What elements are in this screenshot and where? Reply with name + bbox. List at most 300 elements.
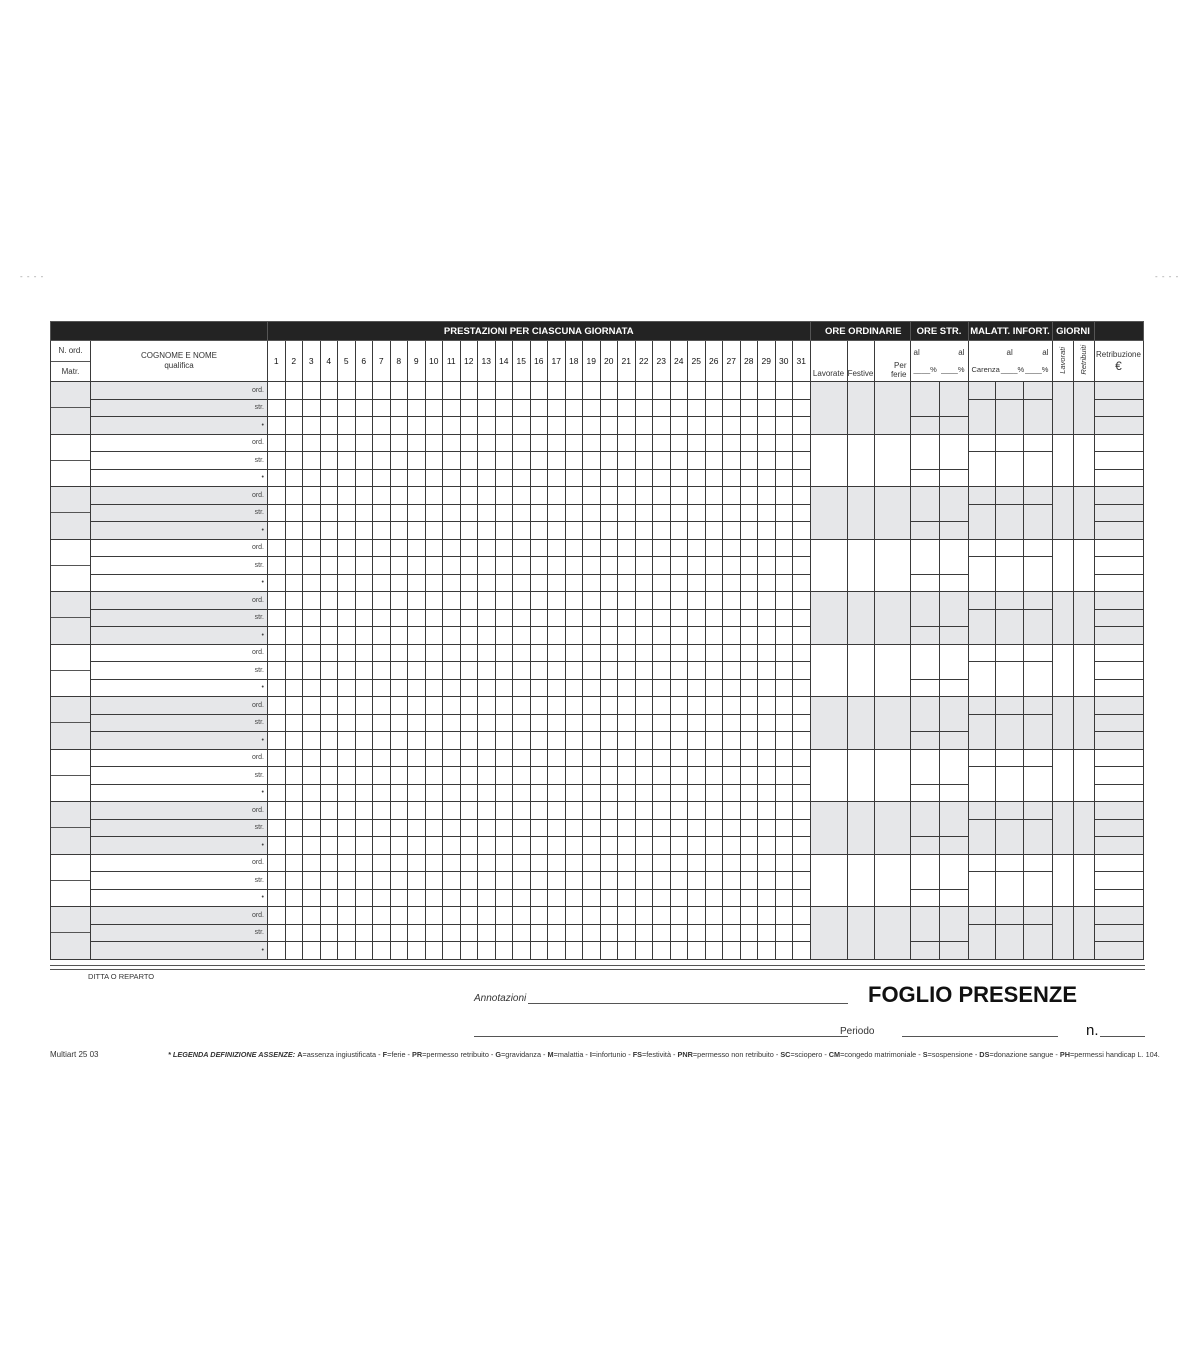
day-cell[interactable] xyxy=(758,469,776,487)
day-cell[interactable] xyxy=(600,889,618,907)
day-cell[interactable] xyxy=(775,889,793,907)
day-cell[interactable] xyxy=(355,452,373,470)
day-cell[interactable] xyxy=(565,697,583,715)
ore-str-cell-2[interactable] xyxy=(939,382,968,417)
day-cell[interactable] xyxy=(530,749,548,767)
day-cell[interactable] xyxy=(775,679,793,697)
day-cell[interactable] xyxy=(758,802,776,820)
day-cell[interactable] xyxy=(723,574,741,592)
day-cell[interactable] xyxy=(320,767,338,785)
day-cell[interactable] xyxy=(705,819,723,837)
malatt-cell-1[interactable] xyxy=(968,749,995,767)
malatt-cell-1[interactable] xyxy=(968,697,995,715)
day-cell[interactable] xyxy=(618,487,636,505)
day-cell[interactable] xyxy=(268,732,286,750)
day-cell[interactable] xyxy=(495,487,513,505)
day-cell[interactable] xyxy=(565,942,583,960)
day-cell[interactable] xyxy=(513,522,531,540)
day-cell[interactable] xyxy=(583,679,601,697)
day-cell[interactable] xyxy=(723,802,741,820)
nord-cell[interactable] xyxy=(51,802,90,828)
day-cell[interactable] xyxy=(600,609,618,627)
day-cell[interactable] xyxy=(548,662,566,680)
day-cell[interactable] xyxy=(320,872,338,890)
day-cell[interactable] xyxy=(513,749,531,767)
day-cell[interactable] xyxy=(320,802,338,820)
day-cell[interactable] xyxy=(688,557,706,575)
day-cell[interactable] xyxy=(443,837,461,855)
day-cell[interactable] xyxy=(635,942,653,960)
ferie-cell[interactable] xyxy=(874,644,910,697)
day-cell[interactable] xyxy=(758,907,776,925)
day-cell[interactable] xyxy=(600,714,618,732)
day-cell[interactable] xyxy=(355,609,373,627)
day-cell[interactable] xyxy=(355,714,373,732)
day-cell[interactable] xyxy=(688,609,706,627)
day-cell[interactable] xyxy=(443,592,461,610)
ore-str-cell-2[interactable] xyxy=(939,679,968,697)
retribuiti-cell[interactable] xyxy=(1073,539,1094,592)
day-cell[interactable] xyxy=(338,679,356,697)
day-cell[interactable] xyxy=(285,767,303,785)
retribuzione-cell[interactable] xyxy=(1094,819,1143,837)
day-cell[interactable] xyxy=(478,469,496,487)
day-cell[interactable] xyxy=(670,504,688,522)
day-cell[interactable] xyxy=(653,837,671,855)
day-cell[interactable] xyxy=(688,802,706,820)
retribuzione-cell[interactable] xyxy=(1094,889,1143,907)
day-cell[interactable] xyxy=(740,504,758,522)
day-cell[interactable] xyxy=(355,382,373,400)
day-cell[interactable] xyxy=(600,592,618,610)
day-cell[interactable] xyxy=(758,557,776,575)
day-cell[interactable] xyxy=(285,644,303,662)
day-cell[interactable] xyxy=(495,872,513,890)
day-cell[interactable] xyxy=(635,417,653,435)
day-cell[interactable] xyxy=(618,557,636,575)
day-cell[interactable] xyxy=(635,609,653,627)
day-cell[interactable] xyxy=(530,679,548,697)
malatt-cell-1[interactable] xyxy=(968,819,995,854)
malatt-cell-2[interactable] xyxy=(995,382,1023,400)
day-cell[interactable] xyxy=(373,382,391,400)
day-cell[interactable] xyxy=(338,854,356,872)
day-cell[interactable] xyxy=(268,907,286,925)
day-cell[interactable] xyxy=(600,819,618,837)
day-cell[interactable] xyxy=(443,627,461,645)
day-cell[interactable] xyxy=(688,592,706,610)
day-cell[interactable] xyxy=(635,557,653,575)
day-cell[interactable] xyxy=(653,889,671,907)
day-cell[interactable] xyxy=(670,942,688,960)
ore-str-cell-1[interactable] xyxy=(910,697,939,732)
day-cell[interactable] xyxy=(530,714,548,732)
day-cell[interactable] xyxy=(723,907,741,925)
lavorati-cell[interactable] xyxy=(1052,697,1073,750)
day-cell[interactable] xyxy=(478,819,496,837)
day-cell[interactable] xyxy=(443,784,461,802)
day-cell[interactable] xyxy=(425,644,443,662)
matr-cell[interactable] xyxy=(51,671,90,696)
day-cell[interactable] xyxy=(285,487,303,505)
day-cell[interactable] xyxy=(618,574,636,592)
day-cell[interactable] xyxy=(758,627,776,645)
day-cell[interactable] xyxy=(635,697,653,715)
day-cell[interactable] xyxy=(285,784,303,802)
day-cell[interactable] xyxy=(268,539,286,557)
malatt-cell-1[interactable] xyxy=(968,907,995,925)
day-cell[interactable] xyxy=(425,627,443,645)
day-cell[interactable] xyxy=(723,749,741,767)
day-cell[interactable] xyxy=(618,592,636,610)
ferie-cell[interactable] xyxy=(874,592,910,645)
day-cell[interactable] xyxy=(320,749,338,767)
day-cell[interactable] xyxy=(460,557,478,575)
malatt-cell-1[interactable] xyxy=(968,399,995,434)
day-cell[interactable] xyxy=(390,907,408,925)
lavorate-cell[interactable] xyxy=(810,382,847,435)
malatt-cell-1[interactable] xyxy=(968,434,995,452)
day-cell[interactable] xyxy=(635,732,653,750)
day-cell[interactable] xyxy=(653,854,671,872)
malatt-cell-3[interactable] xyxy=(1023,854,1052,872)
ore-str-cell-2[interactable] xyxy=(939,644,968,679)
day-cell[interactable] xyxy=(495,749,513,767)
malatt-cell-3[interactable] xyxy=(1023,592,1052,610)
day-cell[interactable] xyxy=(548,732,566,750)
day-cell[interactable] xyxy=(460,522,478,540)
day-cell[interactable] xyxy=(530,697,548,715)
day-cell[interactable] xyxy=(408,469,426,487)
day-cell[interactable] xyxy=(758,854,776,872)
day-cell[interactable] xyxy=(565,557,583,575)
day-cell[interactable] xyxy=(723,819,741,837)
lavorati-cell[interactable] xyxy=(1052,539,1073,592)
day-cell[interactable] xyxy=(425,819,443,837)
day-cell[interactable] xyxy=(653,504,671,522)
malatt-cell-2[interactable] xyxy=(995,539,1023,557)
day-cell[interactable] xyxy=(618,644,636,662)
day-cell[interactable] xyxy=(670,749,688,767)
day-cell[interactable] xyxy=(408,504,426,522)
ferie-cell[interactable] xyxy=(874,487,910,540)
day-cell[interactable] xyxy=(653,749,671,767)
day-cell[interactable] xyxy=(373,609,391,627)
day-cell[interactable] xyxy=(390,609,408,627)
day-cell[interactable] xyxy=(548,592,566,610)
day-cell[interactable] xyxy=(793,907,811,925)
day-cell[interactable] xyxy=(303,767,321,785)
day-cell[interactable] xyxy=(548,557,566,575)
day-cell[interactable] xyxy=(285,609,303,627)
day-cell[interactable] xyxy=(793,382,811,400)
day-cell[interactable] xyxy=(653,609,671,627)
day-cell[interactable] xyxy=(775,714,793,732)
day-cell[interactable] xyxy=(775,469,793,487)
ore-str-cell-2[interactable] xyxy=(939,802,968,837)
day-cell[interactable] xyxy=(495,592,513,610)
day-cell[interactable] xyxy=(373,749,391,767)
day-cell[interactable] xyxy=(303,644,321,662)
matr-cell[interactable] xyxy=(51,618,90,643)
day-cell[interactable] xyxy=(460,697,478,715)
day-cell[interactable] xyxy=(285,434,303,452)
day-cell[interactable] xyxy=(688,767,706,785)
day-cell[interactable] xyxy=(460,539,478,557)
day-cell[interactable] xyxy=(390,714,408,732)
day-cell[interactable] xyxy=(373,522,391,540)
day-cell[interactable] xyxy=(705,434,723,452)
day-cell[interactable] xyxy=(390,434,408,452)
matr-cell[interactable] xyxy=(51,881,90,906)
day-cell[interactable] xyxy=(320,784,338,802)
festive-cell[interactable] xyxy=(847,487,874,540)
day-cell[interactable] xyxy=(635,399,653,417)
day-cell[interactable] xyxy=(758,382,776,400)
day-cell[interactable] xyxy=(548,399,566,417)
day-cell[interactable] xyxy=(723,469,741,487)
day-cell[interactable] xyxy=(600,574,618,592)
day-cell[interactable] xyxy=(670,714,688,732)
festive-cell[interactable] xyxy=(847,802,874,855)
day-cell[interactable] xyxy=(793,627,811,645)
day-cell[interactable] xyxy=(443,434,461,452)
day-cell[interactable] xyxy=(740,592,758,610)
day-cell[interactable] xyxy=(793,522,811,540)
day-cell[interactable] xyxy=(583,399,601,417)
day-cell[interactable] xyxy=(723,697,741,715)
day-cell[interactable] xyxy=(338,924,356,942)
day-cell[interactable] xyxy=(653,714,671,732)
day-cell[interactable] xyxy=(373,907,391,925)
day-cell[interactable] xyxy=(583,609,601,627)
day-cell[interactable] xyxy=(268,872,286,890)
day-cell[interactable] xyxy=(478,417,496,435)
day-cell[interactable] xyxy=(268,469,286,487)
day-cell[interactable] xyxy=(268,382,286,400)
day-cell[interactable] xyxy=(460,627,478,645)
day-cell[interactable] xyxy=(793,469,811,487)
day-cell[interactable] xyxy=(793,452,811,470)
day-cell[interactable] xyxy=(285,749,303,767)
day-cell[interactable] xyxy=(705,924,723,942)
retribuzione-cell[interactable] xyxy=(1094,802,1143,820)
day-cell[interactable] xyxy=(320,504,338,522)
day-cell[interactable] xyxy=(705,644,723,662)
day-cell[interactable] xyxy=(635,574,653,592)
day-cell[interactable] xyxy=(635,382,653,400)
day-cell[interactable] xyxy=(320,924,338,942)
day-cell[interactable] xyxy=(390,399,408,417)
day-cell[interactable] xyxy=(740,452,758,470)
day-cell[interactable] xyxy=(670,382,688,400)
day-cell[interactable] xyxy=(495,819,513,837)
day-cell[interactable] xyxy=(530,872,548,890)
day-cell[interactable] xyxy=(618,522,636,540)
ore-str-cell-1[interactable] xyxy=(910,784,939,802)
day-cell[interactable] xyxy=(653,644,671,662)
day-cell[interactable] xyxy=(583,557,601,575)
day-cell[interactable] xyxy=(618,837,636,855)
day-cell[interactable] xyxy=(793,592,811,610)
day-cell[interactable] xyxy=(530,627,548,645)
day-cell[interactable] xyxy=(670,784,688,802)
day-cell[interactable] xyxy=(723,627,741,645)
day-cell[interactable] xyxy=(303,417,321,435)
retribuiti-cell[interactable] xyxy=(1073,854,1094,907)
day-cell[interactable] xyxy=(338,644,356,662)
day-cell[interactable] xyxy=(600,767,618,785)
day-cell[interactable] xyxy=(600,434,618,452)
malatt-cell-3[interactable] xyxy=(1023,819,1052,854)
day-cell[interactable] xyxy=(618,434,636,452)
day-cell[interactable] xyxy=(548,907,566,925)
day-cell[interactable] xyxy=(565,522,583,540)
day-cell[interactable] xyxy=(425,714,443,732)
day-cell[interactable] xyxy=(303,907,321,925)
day-cell[interactable] xyxy=(705,399,723,417)
day-cell[interactable] xyxy=(775,942,793,960)
day-cell[interactable] xyxy=(303,697,321,715)
day-cell[interactable] xyxy=(390,452,408,470)
day-cell[interactable] xyxy=(408,557,426,575)
day-cell[interactable] xyxy=(688,924,706,942)
day-cell[interactable] xyxy=(618,732,636,750)
day-cell[interactable] xyxy=(338,399,356,417)
ore-str-cell-1[interactable] xyxy=(910,627,939,645)
day-cell[interactable] xyxy=(285,697,303,715)
day-cell[interactable] xyxy=(303,574,321,592)
day-cell[interactable] xyxy=(723,679,741,697)
day-cell[interactable] xyxy=(425,452,443,470)
day-cell[interactable] xyxy=(758,942,776,960)
day-cell[interactable] xyxy=(565,732,583,750)
malatt-cell-2[interactable] xyxy=(995,924,1023,959)
day-cell[interactable] xyxy=(390,417,408,435)
day-cell[interactable] xyxy=(705,557,723,575)
day-cell[interactable] xyxy=(688,539,706,557)
day-cell[interactable] xyxy=(723,854,741,872)
day-cell[interactable] xyxy=(285,417,303,435)
day-cell[interactable] xyxy=(583,522,601,540)
day-cell[interactable] xyxy=(320,854,338,872)
day-cell[interactable] xyxy=(355,767,373,785)
retribuzione-cell[interactable] xyxy=(1094,697,1143,715)
day-cell[interactable] xyxy=(548,644,566,662)
day-cell[interactable] xyxy=(670,837,688,855)
day-cell[interactable] xyxy=(688,469,706,487)
day-cell[interactable] xyxy=(425,679,443,697)
day-cell[interactable] xyxy=(635,802,653,820)
malatt-cell-2[interactable] xyxy=(995,557,1023,592)
day-cell[interactable] xyxy=(373,557,391,575)
malatt-cell-1[interactable] xyxy=(968,662,995,697)
day-cell[interactable] xyxy=(705,504,723,522)
day-cell[interactable] xyxy=(425,784,443,802)
day-cell[interactable] xyxy=(670,662,688,680)
malatt-cell-3[interactable] xyxy=(1023,872,1052,907)
day-cell[interactable] xyxy=(618,609,636,627)
day-cell[interactable] xyxy=(740,872,758,890)
day-cell[interactable] xyxy=(653,557,671,575)
day-cell[interactable] xyxy=(618,679,636,697)
day-cell[interactable] xyxy=(373,662,391,680)
day-cell[interactable] xyxy=(670,417,688,435)
day-cell[interactable] xyxy=(495,557,513,575)
day-cell[interactable] xyxy=(320,942,338,960)
day-cell[interactable] xyxy=(565,417,583,435)
lavorati-cell[interactable] xyxy=(1052,592,1073,645)
day-cell[interactable] xyxy=(373,854,391,872)
day-cell[interactable] xyxy=(320,889,338,907)
day-cell[interactable] xyxy=(355,784,373,802)
day-cell[interactable] xyxy=(775,609,793,627)
day-cell[interactable] xyxy=(285,854,303,872)
day-cell[interactable] xyxy=(443,942,461,960)
employee-8-nord-matr[interactable] xyxy=(51,749,91,802)
day-cell[interactable] xyxy=(548,539,566,557)
day-cell[interactable] xyxy=(600,854,618,872)
day-cell[interactable] xyxy=(635,714,653,732)
day-cell[interactable] xyxy=(723,434,741,452)
day-cell[interactable] xyxy=(513,434,531,452)
lavorate-cell[interactable] xyxy=(810,592,847,645)
day-cell[interactable] xyxy=(635,434,653,452)
malatt-cell-3[interactable] xyxy=(1023,697,1052,715)
day-cell[interactable] xyxy=(390,802,408,820)
day-cell[interactable] xyxy=(775,574,793,592)
day-cell[interactable] xyxy=(408,434,426,452)
day-cell[interactable] xyxy=(548,452,566,470)
day-cell[interactable] xyxy=(443,819,461,837)
day-cell[interactable] xyxy=(600,662,618,680)
day-cell[interactable] xyxy=(460,732,478,750)
day-cell[interactable] xyxy=(653,592,671,610)
nord-cell[interactable] xyxy=(51,592,90,618)
day-cell[interactable] xyxy=(390,872,408,890)
day-cell[interactable] xyxy=(285,924,303,942)
day-cell[interactable] xyxy=(705,732,723,750)
day-cell[interactable] xyxy=(618,539,636,557)
day-cell[interactable] xyxy=(653,627,671,645)
day-cell[interactable] xyxy=(758,662,776,680)
day-cell[interactable] xyxy=(478,749,496,767)
day-cell[interactable] xyxy=(285,452,303,470)
day-cell[interactable] xyxy=(740,767,758,785)
day-cell[interactable] xyxy=(565,889,583,907)
day-cell[interactable] xyxy=(758,574,776,592)
day-cell[interactable] xyxy=(285,504,303,522)
day-cell[interactable] xyxy=(285,942,303,960)
day-cell[interactable] xyxy=(513,837,531,855)
day-cell[interactable] xyxy=(548,504,566,522)
day-cell[interactable] xyxy=(268,574,286,592)
day-cell[interactable] xyxy=(338,469,356,487)
day-cell[interactable] xyxy=(688,434,706,452)
day-cell[interactable] xyxy=(285,837,303,855)
day-cell[interactable] xyxy=(495,417,513,435)
day-cell[interactable] xyxy=(495,644,513,662)
day-cell[interactable] xyxy=(268,697,286,715)
day-cell[interactable] xyxy=(740,644,758,662)
day-cell[interactable] xyxy=(688,504,706,522)
day-cell[interactable] xyxy=(583,487,601,505)
malatt-cell-1[interactable] xyxy=(968,592,995,610)
day-cell[interactable] xyxy=(530,382,548,400)
lavorate-cell[interactable] xyxy=(810,854,847,907)
day-cell[interactable] xyxy=(565,469,583,487)
day-cell[interactable] xyxy=(758,487,776,505)
